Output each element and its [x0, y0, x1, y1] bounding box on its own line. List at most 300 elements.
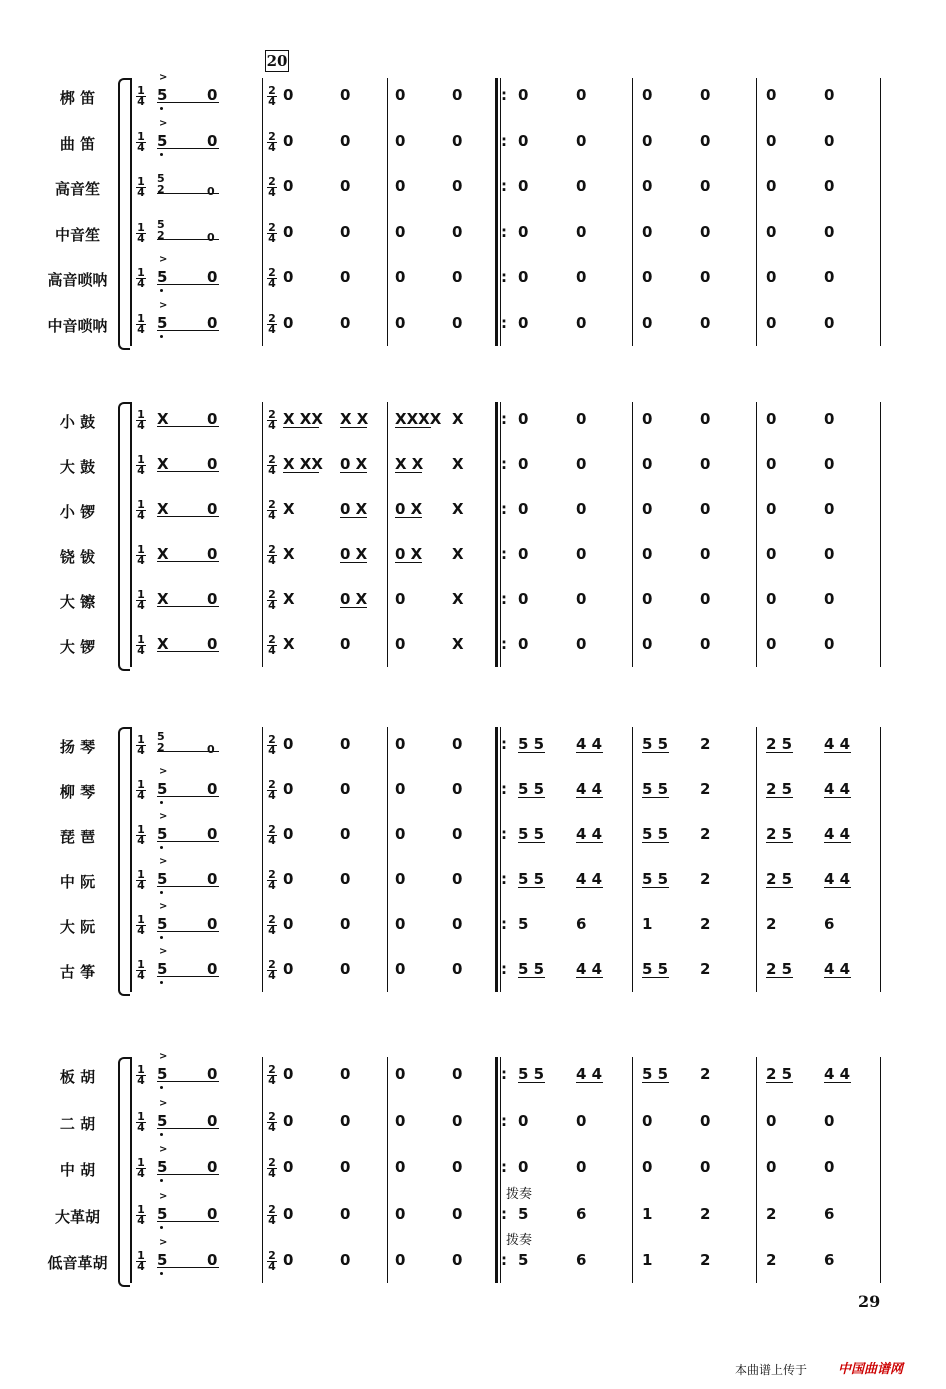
note: 0 [452, 870, 463, 888]
meter-denominator: 4 [268, 322, 276, 336]
barline [756, 402, 757, 667]
meter-numerator: 2 [268, 588, 276, 601]
note: 5 5 [642, 1065, 669, 1083]
instrument-name: 低音革胡 [47, 1254, 108, 1272]
instrument-name: 琵 琶 [59, 828, 96, 846]
barline [880, 1057, 881, 1283]
note: 0 [824, 1158, 835, 1176]
note: 2 [700, 780, 711, 798]
repeat-sign: : [501, 1111, 507, 1130]
beam-underline [824, 752, 851, 753]
time-signature [267, 1202, 277, 1227]
beam-underline [824, 977, 851, 978]
note: 0 [340, 960, 351, 978]
beam-underline [395, 517, 422, 518]
system-line [130, 402, 132, 667]
meter-numerator: 1 [137, 868, 145, 881]
note: X [157, 500, 169, 518]
note: 0 [576, 131, 587, 150]
meter-denominator: 4 [268, 969, 276, 982]
note: 0 [700, 455, 711, 473]
note: 0 [452, 780, 463, 798]
note: 5 [157, 780, 168, 798]
note: 0 [340, 222, 351, 241]
note: 0 [824, 313, 835, 332]
note: 0 [642, 1158, 653, 1176]
note: 0 [700, 1158, 711, 1176]
note: 0 [824, 500, 835, 518]
time-signature [267, 915, 277, 936]
site-logo: 中国曲谱网 [838, 1362, 904, 1377]
octave-dot [160, 289, 163, 292]
meter-numerator: 1 [137, 633, 145, 646]
note: 0 [395, 1065, 406, 1083]
note: 0 [518, 635, 529, 653]
note: 0 [283, 870, 294, 888]
time-signature [267, 780, 277, 801]
note: 0 [207, 185, 215, 198]
instrument-name: 二 胡 [59, 1114, 96, 1133]
barline [632, 727, 633, 992]
note: 0 [700, 590, 711, 608]
note: 5 5 [642, 870, 669, 888]
accent-mark: > [159, 766, 168, 777]
repeat-sign: : [501, 455, 507, 473]
note: 0 [207, 1251, 218, 1269]
meter-denominator: 4 [268, 1260, 276, 1273]
note: 0 [700, 500, 711, 518]
note: X [157, 410, 169, 428]
repeat-barline-thick [495, 727, 498, 992]
note: 0 [576, 313, 587, 332]
meter-numerator: 2 [268, 633, 276, 646]
octave-dot [160, 1179, 163, 1182]
note: 0 [576, 268, 587, 286]
accent-mark: > [159, 299, 168, 311]
meter-numerator: 2 [268, 220, 276, 234]
repeat-sign: : [501, 177, 507, 195]
note: 0 [518, 500, 529, 518]
barline [262, 727, 263, 992]
group-brace [118, 78, 130, 350]
note: X [283, 590, 295, 608]
note: 0 [824, 177, 835, 195]
meter-numerator: 2 [268, 453, 276, 466]
time-signature [136, 1065, 146, 1086]
beam-underline [824, 842, 851, 843]
note: 0 [642, 131, 653, 150]
note: 0 [824, 1111, 835, 1130]
meter-numerator: 1 [137, 453, 145, 466]
barline [756, 78, 757, 346]
beam-underline [642, 752, 669, 753]
meter-numerator: 1 [137, 498, 145, 511]
repeat-sign: : [501, 635, 507, 653]
note: 0 [452, 825, 463, 843]
note: 0 [395, 313, 406, 332]
time-signature [136, 960, 146, 981]
note: 0 [700, 86, 711, 104]
note: 0 [700, 635, 711, 653]
note: 5 [157, 268, 168, 286]
note: 0 [340, 177, 351, 195]
octave-dot [160, 801, 163, 804]
meter-numerator: 1 [137, 408, 145, 421]
note: 0 [518, 590, 529, 608]
meter-denominator: 4 [137, 599, 145, 612]
barline [387, 78, 388, 346]
note: 0 [207, 1158, 218, 1176]
meter-denominator: 4 [268, 879, 276, 892]
beam-underline [766, 1082, 793, 1083]
note: 0 [283, 1111, 294, 1130]
repeat-barline-thick [495, 402, 498, 667]
note: 0 [766, 590, 777, 608]
note: 0 [283, 1158, 294, 1176]
note: 5 5 [518, 780, 545, 798]
instrument-name: 铙 钹 [59, 548, 96, 566]
note: 2 5 [766, 960, 793, 978]
meter-numerator: 1 [137, 958, 145, 971]
note: 0 [395, 131, 406, 150]
note: 0 [395, 735, 406, 753]
note: 4 4 [824, 960, 851, 978]
barline [632, 78, 633, 346]
note: 0 [642, 177, 653, 195]
meter-denominator: 4 [268, 186, 276, 199]
note: 0 [283, 735, 294, 753]
note: 0 [766, 86, 777, 104]
note: 0 [766, 222, 777, 241]
time-signature [136, 545, 146, 566]
beam-underline [340, 517, 367, 518]
repeat-sign: : [501, 131, 507, 150]
note: 5 [157, 915, 168, 933]
meter-denominator: 4 [268, 95, 276, 108]
instrument-name: 中音唢呐 [47, 316, 108, 335]
note: 4 4 [576, 735, 603, 753]
meter-denominator: 4 [137, 744, 145, 757]
note: 1 [642, 915, 653, 933]
note: 4 4 [576, 960, 603, 978]
note: 5 [157, 870, 168, 888]
note: 0 [824, 590, 835, 608]
instrument-name: 高音笙 [54, 180, 100, 198]
time-signature [136, 410, 146, 431]
meter-numerator: 1 [137, 1249, 145, 1262]
note: 4 4 [824, 825, 851, 843]
meter-denominator: 4 [268, 231, 276, 245]
beam-underline [576, 1082, 603, 1083]
octave-dot [160, 335, 163, 338]
note: 0 [766, 545, 777, 563]
note: 0 [207, 313, 218, 332]
time-signature [267, 825, 277, 846]
note: 5 [157, 313, 168, 332]
meter-denominator: 4 [137, 1167, 145, 1180]
meter-numerator: 2 [268, 913, 276, 926]
note: 0 [452, 1158, 463, 1176]
note: 0 [283, 131, 294, 150]
repeat-barline-thin [500, 727, 501, 992]
note: 0 [340, 1251, 351, 1269]
note: 5 2 [157, 172, 165, 196]
note: 0 [207, 131, 218, 150]
meter-numerator: 2 [268, 868, 276, 881]
accent-mark: > [159, 901, 168, 912]
note: 0 [283, 780, 294, 798]
note: 0 [766, 410, 777, 428]
note: 0 [576, 500, 587, 518]
beam-underline [576, 752, 603, 753]
note: 0 [642, 500, 653, 518]
beam-underline [576, 797, 603, 798]
beam-underline [518, 842, 545, 843]
time-signature [136, 1109, 146, 1134]
meter-numerator: 1 [137, 733, 145, 746]
instrument-name: 中 阮 [59, 873, 96, 891]
accent-mark: > [159, 1051, 168, 1062]
note: 0 [452, 960, 463, 978]
meter-denominator: 4 [137, 419, 145, 432]
instrument-name: 中 胡 [59, 1161, 96, 1179]
beam-underline [518, 752, 545, 753]
beam-underline [824, 797, 851, 798]
note: 0 [283, 915, 294, 933]
note: 5 [157, 1158, 168, 1176]
barline [387, 1057, 388, 1283]
repeat-sign: : [501, 915, 507, 933]
note: 0 [207, 780, 218, 798]
repeat-barline-thin [500, 402, 501, 667]
note: 0 [207, 1111, 218, 1130]
meter-numerator: 1 [137, 1063, 145, 1076]
note: 0 [452, 313, 463, 332]
time-signature [136, 915, 146, 936]
note: 0 [207, 410, 218, 428]
note: 0 [700, 313, 711, 332]
time-signature [136, 500, 146, 521]
note: 0 [395, 870, 406, 888]
note: 0 [642, 222, 653, 241]
repeat-sign: : [501, 960, 507, 978]
time-signature [267, 455, 277, 476]
accent-mark: > [159, 1190, 168, 1202]
meter-denominator: 4 [137, 789, 145, 802]
note: 2 5 [766, 735, 793, 753]
meter-numerator: 2 [268, 1156, 276, 1169]
note: XXXX [395, 410, 442, 428]
note: 0 [207, 590, 218, 608]
note: 0 [824, 131, 835, 150]
note: 0 [207, 86, 218, 104]
meter-denominator: 4 [268, 644, 276, 657]
accent-mark: > [159, 1144, 168, 1155]
note: 0 [395, 960, 406, 978]
note: 1 [642, 1251, 653, 1269]
instrument-name: 大革胡 [54, 1207, 100, 1226]
beam-underline [642, 887, 669, 888]
note: 0 [395, 635, 406, 653]
note: 0 [452, 177, 463, 195]
meter-denominator: 4 [268, 924, 276, 937]
note: 0 [642, 313, 653, 332]
note: 0 [518, 222, 529, 241]
meter-numerator: 2 [268, 129, 276, 143]
instrument-name: 大 锣 [59, 638, 96, 656]
time-signature [267, 635, 277, 656]
note: 5 [157, 1251, 168, 1269]
note: 4 4 [576, 825, 603, 843]
beam-underline [642, 1082, 669, 1083]
note: 4 4 [576, 780, 603, 798]
time-signature [136, 635, 146, 656]
note: 0 [340, 268, 351, 286]
time-signature [136, 735, 146, 756]
meter-denominator: 4 [137, 1074, 145, 1087]
note: 5 5 [642, 780, 669, 798]
meter-numerator: 1 [137, 1109, 145, 1123]
note: 0 [576, 455, 587, 473]
note: 0 [340, 915, 351, 933]
note: 0 [766, 455, 777, 473]
beam-underline [518, 797, 545, 798]
meter-numerator: 2 [268, 1249, 276, 1262]
time-signature [136, 1251, 146, 1272]
note: 5 [157, 131, 168, 150]
octave-dot [160, 153, 163, 156]
note: 0 [766, 500, 777, 518]
note: 5 [157, 1065, 168, 1083]
instrument-name: 曲 笛 [59, 134, 96, 153]
repeat-barline-thick [495, 1057, 498, 1283]
meter-denominator: 4 [268, 1074, 276, 1087]
meter-numerator: 2 [268, 266, 276, 279]
beam-underline [824, 1082, 851, 1083]
barline [632, 402, 633, 667]
note: 5 [518, 915, 529, 933]
note: 0 [824, 635, 835, 653]
note: 6 [824, 915, 835, 933]
repeat-sign: : [501, 268, 507, 286]
page-number: 29 [858, 1292, 881, 1311]
note: 0 X [340, 455, 368, 473]
time-signature [136, 220, 146, 245]
note: 0 [207, 915, 218, 933]
beam-underline [576, 887, 603, 888]
note: 0 [207, 1065, 218, 1083]
meter-numerator: 2 [268, 498, 276, 511]
repeat-sign: : [501, 1251, 507, 1269]
note: 5 [157, 86, 168, 104]
note: 0 [642, 1111, 653, 1130]
note: X X [395, 455, 424, 473]
meter-numerator: 2 [268, 408, 276, 421]
note: 0 [766, 131, 777, 150]
barline [880, 727, 881, 992]
repeat-sign: : [501, 86, 507, 104]
note: 0 [452, 222, 463, 241]
beam-underline [395, 562, 422, 563]
note: 0 X [340, 500, 368, 518]
repeat-sign: : [501, 870, 507, 888]
note: 0 [700, 1111, 711, 1130]
note: 0 [283, 177, 294, 195]
note: 6 [824, 1204, 835, 1223]
barline [262, 78, 263, 346]
note: 0 X [395, 545, 423, 563]
note: 0 [700, 177, 711, 195]
note: 0 [766, 177, 777, 195]
note: X [452, 635, 464, 653]
accent-mark: > [159, 856, 168, 867]
note: 0 [824, 222, 835, 241]
repeat-sign: : [501, 735, 507, 753]
time-signature [267, 735, 277, 756]
barline [632, 1057, 633, 1283]
time-signature [267, 129, 277, 154]
note: 2 [700, 1251, 711, 1269]
note: 0 [340, 735, 351, 753]
beam-underline [642, 842, 669, 843]
note: 5 5 [518, 825, 545, 843]
note: 0 X [395, 500, 423, 518]
meter-denominator: 4 [137, 464, 145, 477]
note: 0 [283, 825, 294, 843]
note: 0 [340, 86, 351, 104]
time-signature [267, 545, 277, 566]
note: 2 [700, 825, 711, 843]
note: 0 [766, 1111, 777, 1130]
beam-underline [824, 887, 851, 888]
note: 0 [283, 1204, 294, 1223]
note: 5 [518, 1251, 529, 1269]
time-signature [267, 870, 277, 891]
meter-numerator: 2 [268, 958, 276, 971]
note: X [283, 500, 295, 518]
note: 0 [518, 313, 529, 332]
repeat-sign: : [501, 313, 507, 332]
note: X [452, 590, 464, 608]
note: 2 [766, 1204, 777, 1223]
note: 0 [283, 960, 294, 978]
meter-denominator: 4 [137, 644, 145, 657]
note: 0 [340, 1111, 351, 1130]
note: 0 [340, 131, 351, 150]
note: 0 [395, 222, 406, 241]
note: X [452, 455, 464, 473]
note: 6 [576, 1251, 587, 1269]
beam-underline [766, 842, 793, 843]
meter-denominator: 4 [137, 1260, 145, 1273]
meter-numerator: 1 [137, 823, 145, 836]
octave-dot [160, 846, 163, 849]
note: 0 [642, 86, 653, 104]
instrument-name: 梆 笛 [59, 89, 96, 107]
pizzicato-label: 拨奏 [506, 1233, 533, 1248]
time-signature [136, 870, 146, 891]
note: 0 [207, 825, 218, 843]
meter-numerator: 2 [268, 543, 276, 556]
time-signature [267, 177, 277, 198]
note: 0 [766, 268, 777, 286]
repeat-sign: : [501, 410, 507, 428]
meter-denominator: 4 [137, 834, 145, 847]
meter-numerator: 1 [137, 913, 145, 926]
meter-denominator: 4 [268, 419, 276, 432]
note: 0 [518, 410, 529, 428]
note: 0 [452, 1204, 463, 1223]
